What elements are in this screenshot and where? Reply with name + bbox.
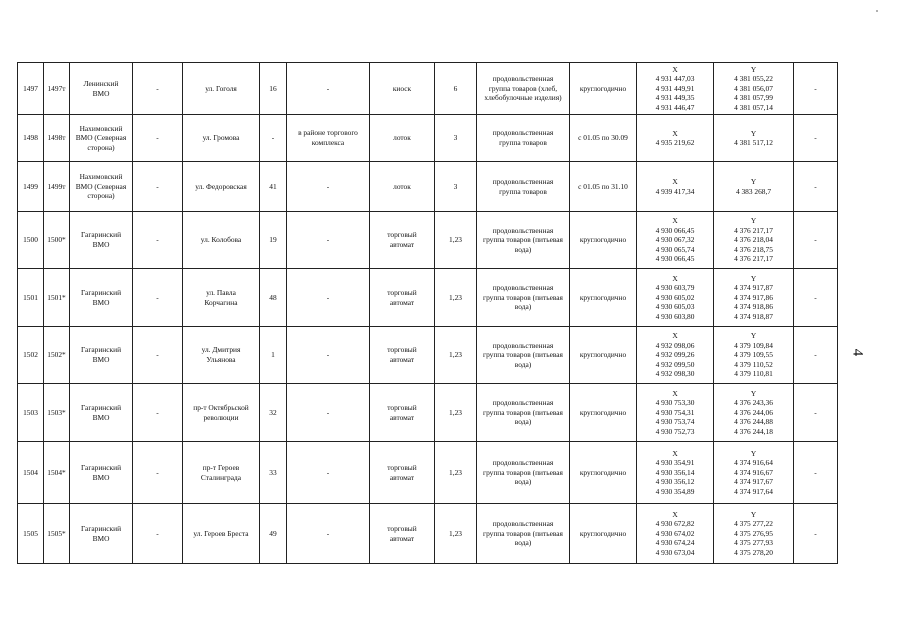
y-coords-cell: Y 4 376 217,17 4 376 218,04 4 376 218,75 4 376 217,17: [714, 212, 794, 269]
table-row: [18, 504, 838, 564]
house-cell: 32: [260, 384, 287, 442]
object-type-cell: лоток: [370, 162, 435, 212]
area-cell: 1,23: [435, 269, 477, 327]
row-code: 1497т: [44, 63, 70, 115]
table-row: [18, 442, 838, 504]
house-cell: 49: [260, 504, 287, 564]
y-coords-cell: Y 4 383 268,7: [714, 162, 794, 212]
area-cell: 6: [435, 63, 477, 115]
table-row: [18, 162, 838, 212]
row-code: 1501*: [44, 269, 70, 327]
last-cell: -: [794, 384, 838, 442]
col3-cell: -: [133, 162, 183, 212]
last-cell: -: [794, 63, 838, 115]
area-cell: 1,23: [435, 384, 477, 442]
col3-cell: -: [133, 384, 183, 442]
period-cell: круглогодично: [570, 504, 637, 564]
period-cell: круглогодично: [570, 269, 637, 327]
area-cell: 3: [435, 162, 477, 212]
y-coords-cell: Y 4 379 109,84 4 379 109,55 4 379 110,52 4 379 110,81: [714, 327, 794, 384]
object-type-cell: лоток: [370, 115, 435, 162]
district-cell: Гагаринский ВМО: [70, 269, 133, 327]
y-coords-cell: Y 4 375 277,22 4 375 276,95 4 375 277,93 4 375 278,20: [714, 504, 794, 564]
last-cell: -: [794, 269, 838, 327]
goods-cell: продовольственная группа товаров: [477, 162, 570, 212]
y-coords-cell: Y 4 381 517,12: [714, 115, 794, 162]
last-cell: -: [794, 327, 838, 384]
last-cell: -: [794, 162, 838, 212]
table-row: [18, 212, 838, 269]
x-coords-cell: X 4 931 447,03 4 931 449,91 4 931 449,35 4 931 446,47: [637, 63, 714, 115]
object-type-cell: торговый автомат: [370, 269, 435, 327]
area-cell: 1,23: [435, 504, 477, 564]
col3-cell: -: [133, 504, 183, 564]
x-coords-cell: X 4 930 672,82 4 930 674,02 4 930 674,24 4 930 673,04: [637, 504, 714, 564]
street-cell: ул. Павла Корчагина: [183, 269, 260, 327]
x-coords-cell: X 4 930 066,45 4 930 067,32 4 930 065,74 4 930 066,45: [637, 212, 714, 269]
place-cell: -: [287, 504, 370, 564]
district-cell: Гагаринский ВМО: [70, 327, 133, 384]
place-cell: в районе торгового комплекса: [287, 115, 370, 162]
col3-cell: -: [133, 212, 183, 269]
row-code: 1499т: [44, 162, 70, 212]
district-cell: Гагаринский ВМО: [70, 212, 133, 269]
last-cell: -: [794, 504, 838, 564]
y-coords-cell: Y 4 374 916,64 4 374 916,67 4 374 917,67 4 374 917,64: [714, 442, 794, 504]
last-cell: -: [794, 115, 838, 162]
area-cell: 1,23: [435, 327, 477, 384]
district-cell: Гагаринский ВМО: [70, 504, 133, 564]
table-row: [18, 269, 838, 327]
x-coords-cell: X 4 939 417,34: [637, 162, 714, 212]
col3-cell: -: [133, 115, 183, 162]
place-cell: -: [287, 212, 370, 269]
scan-speck: [876, 10, 878, 12]
row-code: 1504*: [44, 442, 70, 504]
goods-cell: продовольственная группа товаров: [477, 115, 570, 162]
area-cell: 1,23: [435, 442, 477, 504]
goods-cell: продовольственная группа товаров (питьевая вода): [477, 504, 570, 564]
place-cell: -: [287, 384, 370, 442]
house-cell: 19: [260, 212, 287, 269]
col3-cell: -: [133, 269, 183, 327]
place-cell: -: [287, 162, 370, 212]
street-cell: ул. Героев Бреста: [183, 504, 260, 564]
object-type-cell: торговый автомат: [370, 327, 435, 384]
goods-cell: продовольственная группа товаров (питьевая вода): [477, 442, 570, 504]
y-coords-cell: Y 4 376 243,36 4 376 244,06 4 376 244,88 4 376 244,18: [714, 384, 794, 442]
district-cell: Гагаринский ВМО: [70, 384, 133, 442]
page-number: 4: [849, 348, 866, 357]
last-cell: -: [794, 442, 838, 504]
house-cell: 33: [260, 442, 287, 504]
street-cell: пр-т Октябрьской революции: [183, 384, 260, 442]
row-number: 1502: [18, 327, 44, 384]
row-number: 1504: [18, 442, 44, 504]
house-cell: -: [260, 115, 287, 162]
row-code: 1503*: [44, 384, 70, 442]
street-cell: пр-т Героев Сталинграда: [183, 442, 260, 504]
district-cell: Нахимовский ВМО (Северная сторона): [70, 115, 133, 162]
col3-cell: -: [133, 63, 183, 115]
goods-cell: продовольственная группа товаров (питьевая вода): [477, 384, 570, 442]
object-type-cell: торговый автомат: [370, 212, 435, 269]
registry-table: [17, 62, 838, 564]
period-cell: круглогодично: [570, 63, 637, 115]
goods-cell: продовольственная группа товаров (питьевая вода): [477, 212, 570, 269]
x-coords-cell: X 4 930 354,91 4 930 356,14 4 930 356,12 4 930 354,89: [637, 442, 714, 504]
table-row: [18, 384, 838, 442]
area-cell: 3: [435, 115, 477, 162]
period-cell: круглогодично: [570, 442, 637, 504]
row-code: 1500*: [44, 212, 70, 269]
house-cell: 1: [260, 327, 287, 384]
row-number: 1498: [18, 115, 44, 162]
object-type-cell: торговый автомат: [370, 442, 435, 504]
house-cell: 48: [260, 269, 287, 327]
goods-cell: продовольственная группа товаров (хлеб, хлебобулочные изделия): [477, 63, 570, 115]
place-cell: -: [287, 442, 370, 504]
place-cell: -: [287, 63, 370, 115]
y-coords-cell: Y 4 374 917,87 4 374 917,86 4 374 918,86 4 374 918,87: [714, 269, 794, 327]
period-cell: круглогодично: [570, 327, 637, 384]
street-cell: ул. Гоголя: [183, 63, 260, 115]
object-type-cell: киоск: [370, 63, 435, 115]
col3-cell: -: [133, 442, 183, 504]
x-coords-cell: X 4 932 098,06 4 932 099,26 4 932 099,50 4 932 098,30: [637, 327, 714, 384]
street-cell: ул. Громова: [183, 115, 260, 162]
street-cell: ул. Федоровская: [183, 162, 260, 212]
period-cell: с 01.05 по 30.09: [570, 115, 637, 162]
district-cell: Гагаринский ВМО: [70, 442, 133, 504]
period-cell: круглогодично: [570, 212, 637, 269]
y-coords-cell: Y 4 381 055,22 4 381 056,07 4 381 057,99 4 381 057,14: [714, 63, 794, 115]
street-cell: ул. Дмитрия Ульянова: [183, 327, 260, 384]
row-code: 1505*: [44, 504, 70, 564]
x-coords-cell: X 4 930 753,30 4 930 754,31 4 930 753,74 4 930 752,73: [637, 384, 714, 442]
object-type-cell: торговый автомат: [370, 384, 435, 442]
last-cell: -: [794, 212, 838, 269]
house-cell: 41: [260, 162, 287, 212]
table-row: [18, 63, 838, 115]
place-cell: -: [287, 269, 370, 327]
period-cell: с 01.05 по 31.10: [570, 162, 637, 212]
table-row: [18, 327, 838, 384]
row-number: 1499: [18, 162, 44, 212]
district-cell: Ленинский ВМО: [70, 63, 133, 115]
row-number: 1505: [18, 504, 44, 564]
period-cell: круглогодично: [570, 384, 637, 442]
street-cell: ул. Колобова: [183, 212, 260, 269]
row-number: 1497: [18, 63, 44, 115]
row-number: 1501: [18, 269, 44, 327]
row-number: 1503: [18, 384, 44, 442]
row-code: 1502*: [44, 327, 70, 384]
house-cell: 16: [260, 63, 287, 115]
table-row: [18, 115, 838, 162]
place-cell: -: [287, 327, 370, 384]
row-code: 1498т: [44, 115, 70, 162]
area-cell: 1,23: [435, 212, 477, 269]
goods-cell: продовольственная группа товаров (питьевая вода): [477, 327, 570, 384]
x-coords-cell: X 4 935 219,62: [637, 115, 714, 162]
row-number: 1500: [18, 212, 44, 269]
goods-cell: продовольственная группа товаров (питьевая вода): [477, 269, 570, 327]
district-cell: Нахимовский ВМО (Северная сторона): [70, 162, 133, 212]
col3-cell: -: [133, 327, 183, 384]
object-type-cell: торговый автомат: [370, 504, 435, 564]
x-coords-cell: X 4 930 603,79 4 930 605,02 4 930 605,03 4 930 603,80: [637, 269, 714, 327]
